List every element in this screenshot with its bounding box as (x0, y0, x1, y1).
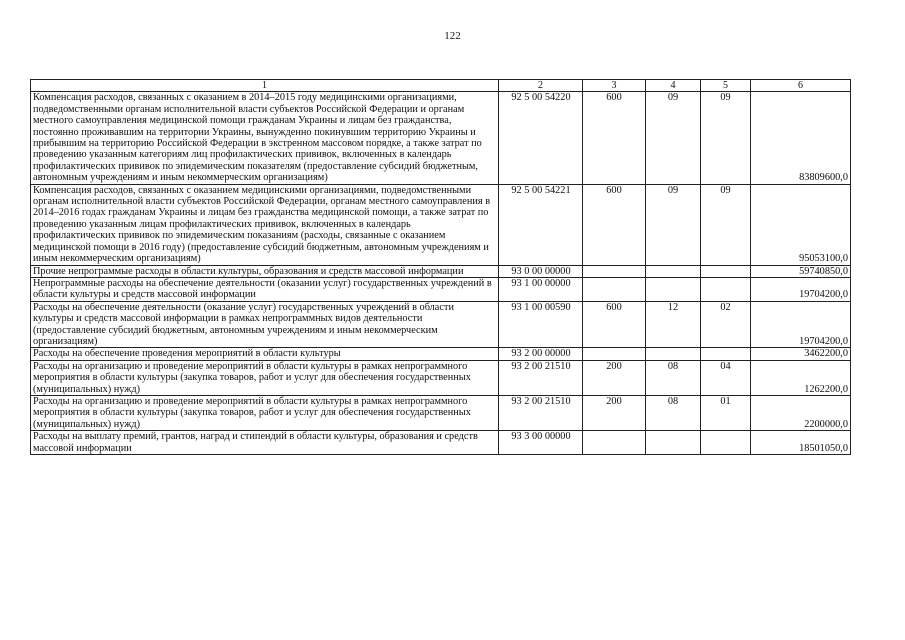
row-vr: 200 (583, 395, 646, 430)
row-pr: 01 (701, 395, 751, 430)
row-pr (701, 348, 751, 360)
row-rz (646, 265, 701, 277)
row-amount: 3462200,0 (751, 348, 851, 360)
row-code: 93 3 00 00000 (499, 431, 583, 455)
table-row (31, 395, 851, 430)
row-amount: 19704200,0 (751, 301, 851, 348)
table-row (31, 265, 851, 277)
row-description: Расходы на обеспечение проведения мероприятий в области культуры (31, 348, 499, 360)
column-header-2: 2 (499, 80, 583, 92)
row-code: 92 5 00 54220 (499, 92, 583, 184)
row-code: 93 1 00 00000 (499, 277, 583, 301)
table-row (31, 184, 851, 265)
table-row (31, 301, 851, 348)
row-rz (646, 348, 701, 360)
table-row (31, 348, 851, 360)
row-description: Непрограммные расходы на обеспечение деятельности (оказании услуг) государственных учреждений в области культуры и средств массовой информации (31, 277, 499, 301)
row-pr (701, 265, 751, 277)
row-vr: 200 (583, 360, 646, 395)
header-row (31, 80, 851, 92)
row-rz (646, 277, 701, 301)
row-code: 93 1 00 00590 (499, 301, 583, 348)
row-amount: 83809600,0 (751, 92, 851, 184)
row-rz (646, 431, 701, 455)
row-pr: 09 (701, 92, 751, 184)
column-header-5: 5 (701, 80, 751, 92)
page-number: 122 (444, 30, 461, 42)
row-code: 93 2 00 21510 (499, 395, 583, 430)
row-vr: 600 (583, 92, 646, 184)
row-code: 93 2 00 00000 (499, 348, 583, 360)
row-vr (583, 348, 646, 360)
row-amount: 2200000,0 (751, 395, 851, 430)
row-rz: 09 (646, 92, 701, 184)
row-vr: 600 (583, 184, 646, 265)
table-row (31, 360, 851, 395)
row-description: Компенсация расходов, связанных с оказанием медицинскими организациями, подведомственными органам исполнительной власти субъектов Российской Федерации, органам местного самоуправления в 2014–2016 годах гражданам Украины и лицам без гражданства медицинской помощи, а также затрат по проведению указанным лицам профилактических прививок, включенных в календарь профилактических прививок по эпидемическим показаниям (расходы, связанные с оказанием медицинской помощи в 2016 году) (предоставление субсидий бюджетным, автономным учреждениям и иным некоммерческим организациям) (31, 184, 499, 265)
row-pr (701, 431, 751, 455)
row-vr (583, 277, 646, 301)
column-header-6: 6 (751, 80, 851, 92)
row-code: 92 5 00 54221 (499, 184, 583, 265)
row-rz: 08 (646, 395, 701, 430)
row-description: Расходы на обеспечение деятельности (оказание услуг) государственных учреждений в области культуры и средств массовой информации в рамках непрограммных видов деятельности (предоставление субсидий бюджетным, автономным учреждениям и иным некоммерческим организациям) (31, 301, 499, 348)
row-description: Прочие непрограммые расходы в области культуры, образования и средств массовой информации (31, 265, 499, 277)
row-vr (583, 431, 646, 455)
table-row (31, 92, 851, 184)
table-row (31, 277, 851, 301)
table-row (31, 431, 851, 455)
column-header-4: 4 (646, 80, 701, 92)
row-rz: 09 (646, 184, 701, 265)
row-code: 93 2 00 21510 (499, 360, 583, 395)
row-amount: 18501050,0 (751, 431, 851, 455)
row-pr: 04 (701, 360, 751, 395)
row-description: Расходы на организацию и проведение мероприятий в области культуры в рамках непрограммного мероприятия в области культуры (закупка товаров, работ и услуг для обеспечения государственных (муниципальных) нужд) (31, 360, 499, 395)
budget-table (30, 79, 851, 455)
row-description: Компенсация расходов, связанных с оказанием в 2014–2015 году медицинскими организациями, подведомственными органам исполнительной власти субъектов Российской Федерации и органам местного самоуправления медицинской помощи гражданам Украины и лицам без гражданства, постоянно проживавшим на территории Украины, вынужденно покинувшим территорию Украины и прибывшим на территорию Российской Федерации в экстренном массовом порядке, а также затрат по проведению указанным категориям лиц профилактических прививок, включенных в календарь профилактических прививок по эпидемическим показателям (предоставление субсидий бюджетным, автономным учреждениям и иным некоммерческим организациям) (31, 92, 499, 184)
row-amount: 59740850,0 (751, 265, 851, 277)
column-header-1: 1 (31, 80, 499, 92)
row-description: Расходы на выплату премий, грантов, наград и стипендий в области культуры, образования и средств массовой информации (31, 431, 499, 455)
row-rz: 12 (646, 301, 701, 348)
row-amount: 1262200,0 (751, 360, 851, 395)
row-pr: 09 (701, 184, 751, 265)
row-amount: 95053100,0 (751, 184, 851, 265)
row-pr: 02 (701, 301, 751, 348)
row-vr: 600 (583, 301, 646, 348)
column-header-3: 3 (583, 80, 646, 92)
row-pr (701, 277, 751, 301)
row-vr (583, 265, 646, 277)
row-amount: 19704200,0 (751, 277, 851, 301)
row-rz: 08 (646, 360, 701, 395)
row-description: Расходы на организацию и проведение мероприятий в области культуры в рамках непрограммного мероприятия в области культуры (закупка товаров, работ и услуг для обеспечения государственных (муниципальных) нужд) (31, 395, 499, 430)
row-code: 93 0 00 00000 (499, 265, 583, 277)
